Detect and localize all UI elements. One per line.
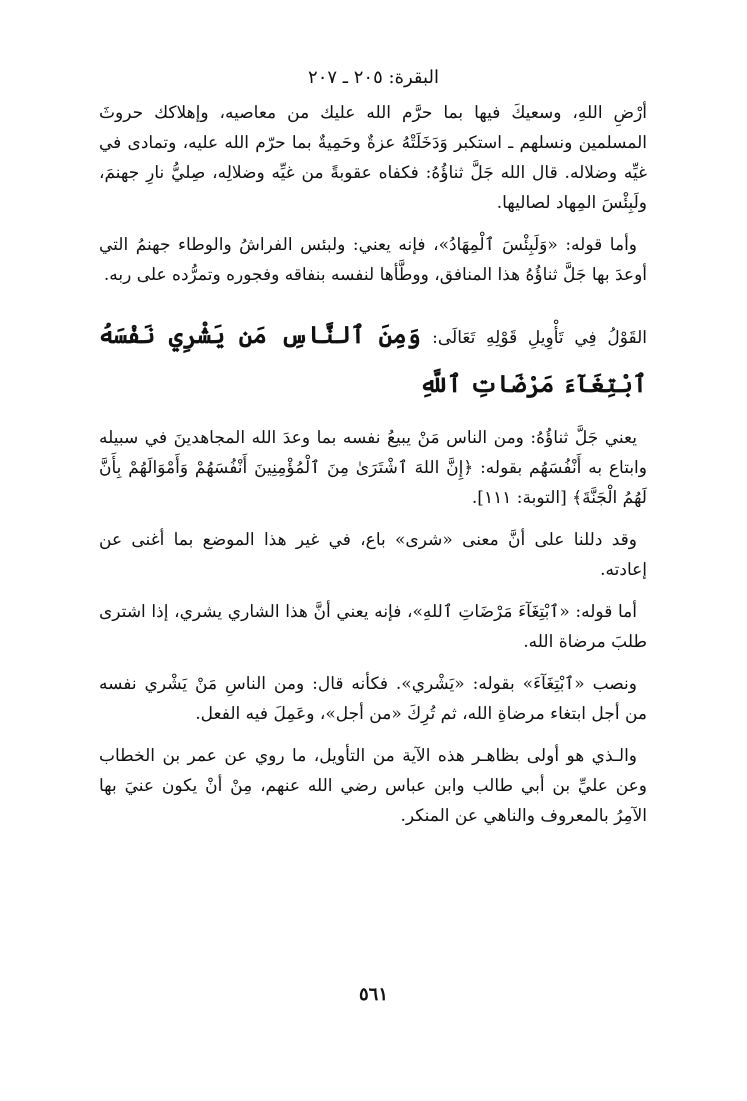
page-number: ٥٦١ — [358, 984, 388, 1005]
paragraph: وأما قوله: «وَلَبِئْسَ ٱلْمِهَادُ»، فإنه يعني: ولبئس الفراشُ والوطاء جهنمُ التي أوعدَ بها جَلَّ ثناؤُهُ هذا المنافق، ووطَّأها لنفسه بنفاقه وفجوره وتمرُّده على ربه. — [99, 235, 647, 285]
heading-lead: القَوْلُ فِي تَأْوِيلِ قَوْلِهِ تَعَالَى: — [432, 328, 647, 348]
quran-verse: وَمِنَ ٱلنَّاسِ مَن يَشْرِي نَفْسَهُ ٱبْتِغَآءَ مَرْضَاتِ ٱللَّهِ — [99, 320, 647, 398]
paragraph: والـذي هو أولى بظاهـر هذه الآية من التأويل، ما روي عن عمر بن الخطاب وعن عليِّ بن أبي طالب وابن عباس رضي الله عنهم، مِنْ أنْ يكون عنيَ بها الآمِرُ بالمعروف والناهي عن المنكر. — [99, 746, 647, 826]
running-header: البقرة: ٢٠٥ ـ ٢٠٧ — [308, 67, 439, 88]
page-body — [99, 98, 647, 843]
section-heading — [99, 312, 647, 409]
paragraph: أرْضِ اللهِ، وسعيكَ فيها بما حرَّم الله عليك من معاصيه، وإهلاكك حروثَ المسلمين ونسلهم ـ استكبر وَدَخَلَتْهُ عزةٌ وحَمِيةٌ بما حرّم الله عليه، وتمادى في غيِّه وضلاله. قال الله جَلَّ ثناؤُهُ: فكفاه عقوبةً من غيِّه وضلالِه، صِليُّ نارِ جهنمَ، ولَبِئْسَ المِهاد لصاليها. — [99, 103, 647, 213]
paragraph: يعني جَلَّ ثناؤُهُ: ومن الناس مَنْ يبيعُ نفسه بما وعدَ الله المجاهدينَ في سبيله وابتاع به أَنْفُسَهُم بقوله: ﴿إِنَّ اللهَ ٱشْتَرَىٰ مِنَ ٱلْمُؤْمِنِينَ أَنْفُسَهُمْ وَأَمْوَالَهُمْ بِأَنَّ لَهُمُ الْجَنَّةَ﴾ [التوبة: ١١١]. — [99, 428, 647, 508]
paragraph: ونصب «ٱبْتِغَآءَ» بقوله: «يَشْري». فكأنه قال: ومن الناسِ مَنْ يَشْري نفسه من أجل ابتغاء مرضاةِ الله، ثم تُرِكَ «من أجل»، وعَمِلَ فيه الفعل. — [99, 674, 647, 724]
paragraph: وقد دللنا على أنَّ معنى «شرى» باع، في غير هذا الموضع بما أغنى عن إعادته. — [99, 530, 647, 580]
paragraph: أما قوله: «ٱبْتِغَآءَ مَرْضَاتِ ٱللهِ»، فإنه يعني أنَّ هذا الشاري يشري، إذا اشترى طلبَ مرضاة الله. — [99, 602, 647, 652]
